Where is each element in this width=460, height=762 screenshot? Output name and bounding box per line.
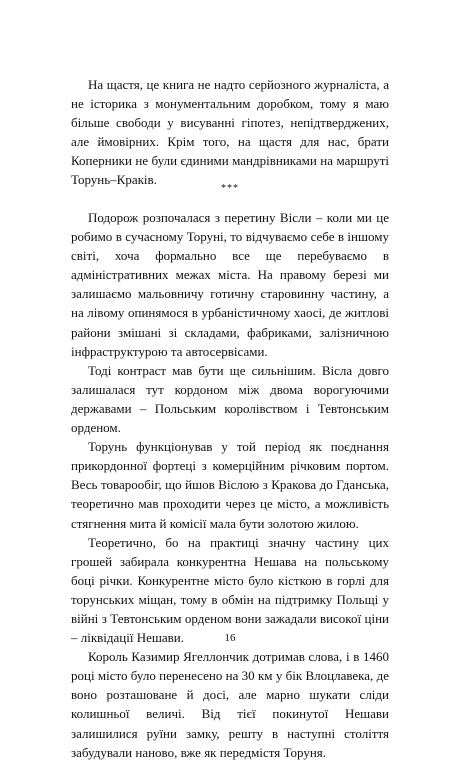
section-separator: *** xyxy=(221,183,239,194)
section-two xyxy=(71,208,389,762)
page-number: 16 xyxy=(224,632,236,644)
paragraph: Теоретично, бо на практиці значну частину цих грошей забирала конкурентна Нешава на польському боці річки. Конкурентне місто було кісткою в горлі для торунських міщан, тому в обмін на підтримку Польщі у війні з Тевтонським орденом вони зажадали високої ціни – ліквідації Нешави. xyxy=(71,534,389,646)
paragraph: Король Казимир Ягеллончик дотримав слова, і в 1460 році місто було перенесено на 30 км у бік Влоцлавека, де воно розташоване й досі, але марно шукати сліди колишньої величі. Від тієї покинутої Нешави залишилися руїни замку, решту в наступні століття забудували наново, вже як передмістя Торуня. xyxy=(71,649,389,760)
section-one xyxy=(71,75,389,190)
paragraph: Подорож розпочалася з перетину Вісли – коли ми це робимо в сучасному Торуні, то відчуваємо себе в іншому світі, хоча формально все ще перебуваємо в адміністративних межах міста. На правому березі ми залишаємо мальовничу готичну старовинну частину, а на лівому опинямося в урбаністичному хаосі, де житлові райони змішані зі складами, фабриками, залізничною інфраструктурою та автосервісами. xyxy=(71,210,389,359)
paragraph: На щастя, це книга не надто серйозного журналіста, а не історика з монументальним доробком, тому я маю більше свободи у висуванні гіпотез, непідтверджених, але ймовірних. Крім того, на щастя для нас, брати Коперники не були єдиними мандрівниками на маршруті Торунь–Краків. xyxy=(71,77,389,188)
paragraph: Тоді контраст мав бути ще сильнішим. Вісла довго залишалася тут кордоном між двома ворогуючими державами – Польським королівством і Тевтонським орденом. xyxy=(71,362,389,436)
paragraph: Торунь функціонував у той період як поєднання прикордонної фортеці з комерційним річковим портом. Весь товарообіг, що йшов Віслою з Кракова до Гданська, теоретично мав проходити через це місто, а можливість стягнення мита й комісії мала бути золотою жилою. xyxy=(71,439,389,531)
